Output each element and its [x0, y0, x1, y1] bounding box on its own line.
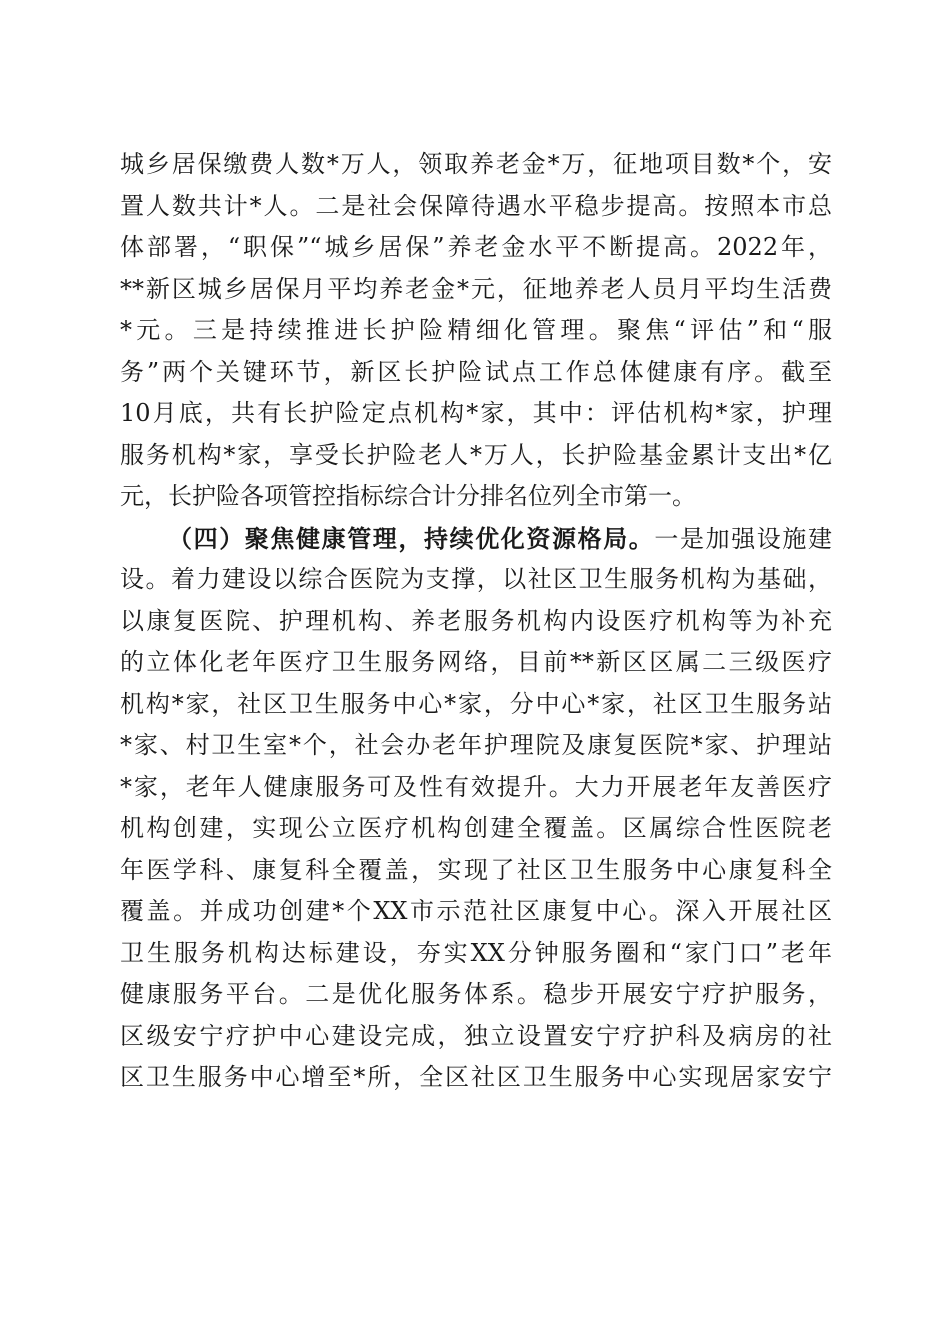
paragraph-health-management — [120, 518, 832, 1099]
text-line: 的立体化老年医疗卫生服务网络，目前**新区区属二三级医疗 — [120, 648, 832, 676]
text-line: *家，老年人健康服务可及性有效提升。大力开展老年友善医疗 — [120, 772, 832, 801]
text-line: 设。着力建设以综合医院为支撑，以社区卫生服务机构为基础， — [120, 565, 832, 593]
text-line: 置人数共计*人。二是社会保障待遇水平稳步提高。按照本市总 — [120, 191, 832, 220]
paragraph-social-security — [120, 144, 832, 518]
text-line: 卫生服务机构达标建设，夯实XX分钟服务圈和“家门口”老年 — [120, 938, 832, 967]
text-line: 务”两个关键环节，新区长护险试点工作总体健康有序。截至 — [120, 357, 832, 386]
text-line: 服务机构*家，享受长护险老人*万人，长护险基金累计支出*亿 — [120, 440, 832, 469]
text-line: 城乡居保缴费人数*万人，领取养老金*万，征地项目数*个，安 — [120, 150, 832, 178]
text-line-first — [120, 518, 832, 560]
text-line: 年医学科、康复科全覆盖，实现了社区卫生服务中心康复科全 — [120, 855, 832, 884]
text-line: 健康服务平台。二是优化服务体系。稳步开展安宁疗护服务， — [120, 980, 832, 1008]
section-heading: （四）聚焦健康管理，持续优化资源格局。 — [168, 523, 655, 553]
text-line: 以康复医院、护理机构、养老服务机构内设医疗机构等为补充 — [120, 606, 832, 635]
text-line: 10月底，共有长护险定点机构*家，其中：评估机构*家，护理 — [120, 399, 832, 427]
text-span: 一是加强设施建 — [654, 524, 833, 553]
text-line: 机构*家，社区卫生服务中心*家，分中心*家，社区卫生服务站 — [120, 689, 832, 718]
body-text — [120, 144, 832, 1099]
text-line: 机构创建，实现公立医疗机构创建全覆盖。区属综合性医院老 — [120, 814, 832, 842]
text-line: **新区城乡居保月平均养老金*元，征地养老人员月平均生活费 — [120, 274, 832, 303]
text-line: 覆盖。并成功创建*个XX市示范社区康复中心。深入开展社区 — [120, 897, 832, 925]
text-line: 元，长护险各项管控指标综合计分排名位列全市第一。 — [120, 482, 696, 510]
text-line: *元。三是持续推进长护险精细化管理。聚焦“评估”和“服 — [120, 316, 832, 344]
text-line: *家、村卫生室*个，社会办老年护理院及康复医院*家、护理站 — [120, 731, 832, 759]
text-line: 区卫生服务中心增至*所，全区社区卫生服务中心实现居家安宁 — [120, 1063, 832, 1091]
text-line: 区级安宁疗护中心建设完成，独立设置安宁疗护科及病房的社 — [120, 1021, 832, 1050]
text-line: 体部署，“职保”“城乡居保”养老金水平不断提高。2022年， — [120, 233, 832, 261]
